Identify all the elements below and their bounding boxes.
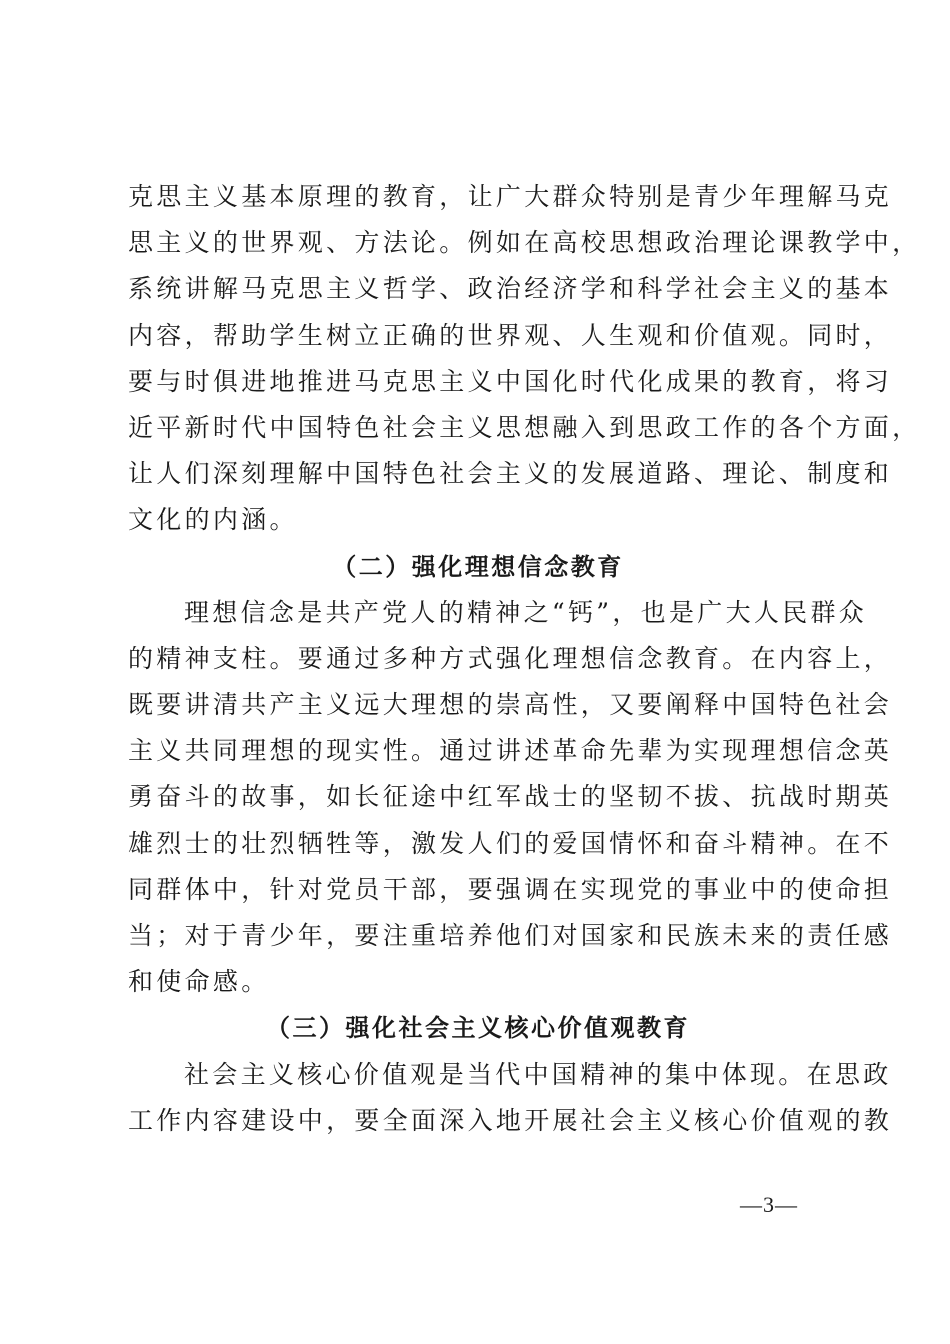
paragraph-line: 克思主义基本原理的教育，让广大群众特别是青少年理解马克 [128, 182, 893, 211]
paragraph-2 [128, 590, 893, 1006]
page-number: —3— [740, 1192, 798, 1217]
paragraph-line: 思主义的世界观、方法论。例如在高校思想政治理论课教学中， [128, 228, 921, 258]
body-text [128, 174, 921, 1144]
paragraph-line: 和使命感。 [128, 967, 270, 997]
paragraph-line: 让人们深刻理解中国特色社会主义的发展道路、理论、制度和 [128, 459, 893, 489]
paragraph-line: 勇奋斗的故事，如长征途中红军战士的坚韧不拔、抗战时期英 [128, 782, 893, 812]
paragraph-line: 系统讲解马克思主义哲学、政治经济学和科学社会主义的基本 [128, 274, 893, 304]
paragraph-3 [128, 1052, 893, 1144]
paragraph-line: 社会主义核心价值观是当代中国精神的集中体现。在思政 [184, 1059, 892, 1089]
paragraph-line: 同群体中，针对党员干部，要强调在实现党的事业中的使命担 [128, 874, 893, 904]
paragraph-line: 的精神支柱。要通过多种方式强化理想信念教育。在内容上， [128, 643, 893, 673]
paragraph-line: 雄烈士的壮烈牺牲等，激发人们的爱国情怀和奋斗精神。在不 [128, 828, 893, 858]
paragraph-line: 近平新时代中国特色社会主义思想融入到思政工作的各个方面， [128, 412, 921, 442]
section-heading-3: （三）强化社会主义核心价值观教育 [266, 1013, 690, 1043]
paragraph-line: 理想信念是共产党人的精神之“钙”，也是广大人民群众 [184, 597, 868, 627]
paragraph-line: 既要讲清共产主义远大理想的崇高性，又要阐释中国特色社会 [128, 690, 893, 720]
paragraph-line: 文化的内涵。 [128, 505, 298, 535]
paragraph-line: 当；对于青少年，要注重培养他们对国家和民族未来的责任感 [128, 921, 893, 950]
paragraph-line: 主义共同理想的现实性。通过讲述革命先辈为实现理想信念英 [128, 736, 893, 766]
paragraph-1 [128, 174, 921, 544]
paragraph-line: 工作内容建设中，要全面深入地开展社会主义核心价值观的教 [128, 1105, 893, 1135]
paragraph-line: 内容，帮助学生树立正确的世界观、人生观和价值观。同时， [128, 320, 893, 350]
paragraph-line: 要与时俱进地推进马克思主义中国化时代化成果的教育，将习 [128, 366, 893, 396]
section-heading-2: （二）强化理想信念教育 [332, 551, 624, 581]
